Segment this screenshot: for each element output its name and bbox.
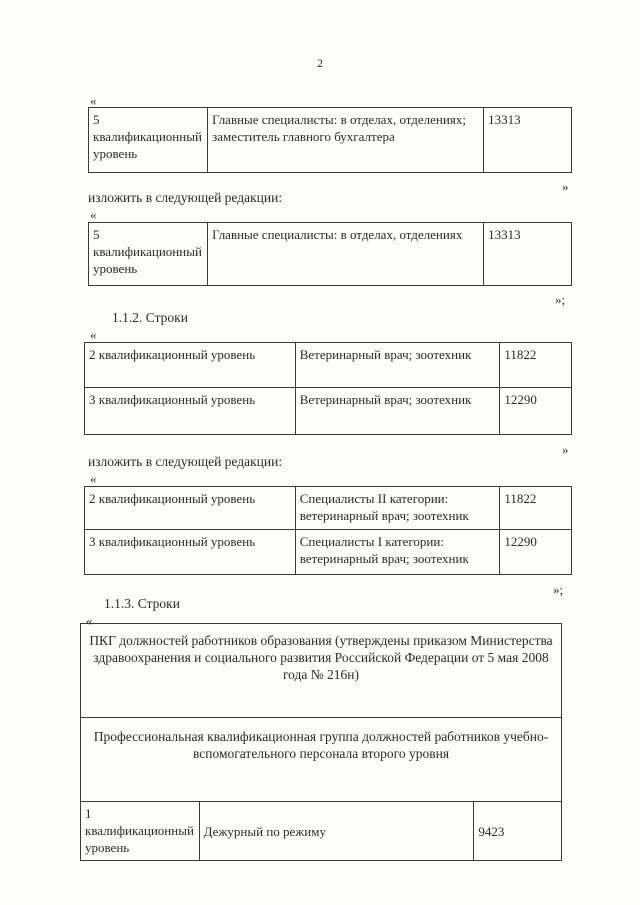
salary-cell: 12290 (500, 530, 572, 575)
table-1-1-2-before (84, 342, 572, 435)
open-quote: « (90, 327, 97, 342)
level-cell: 3 квалификационный уровень (85, 388, 296, 435)
table-1-1-3 (80, 623, 562, 861)
salary-cell: 11822 (500, 343, 572, 388)
level-cell: 1 квалификационный уровень (81, 802, 200, 861)
positions-cell: Главные специалисты: в отделах, отделениях; заместитель главного бухгалтера (208, 108, 484, 173)
positions-cell: Ветеринарный врач; зоотехник (295, 343, 500, 388)
close-quote-semicolon: »; (553, 582, 564, 597)
group-title-cell: Профессиональная квалификационная группа должностей работников учебно-вспомогательного персонала второго уровня (81, 718, 562, 802)
table-row (89, 108, 572, 173)
table-row (85, 530, 572, 575)
table-row (81, 718, 562, 802)
positions-cell: Главные специалисты: в отделах, отделениях (208, 223, 484, 286)
table-row (85, 487, 572, 530)
close-quote: » (562, 442, 569, 457)
level-cell: 5 квалификационный уровень (89, 223, 208, 286)
level-cell: 2 квалификационный уровень (85, 487, 296, 530)
positions-cell: Ветеринарный врач; зоотехник (295, 388, 500, 435)
salary-cell: 13313 (484, 108, 572, 173)
positions-cell: Специалисты I категории: ветеринарный врач; зоотехник (295, 530, 500, 575)
edit-phrase: изложить в следующей редакции: (88, 190, 283, 205)
level-cell: 3 квалификационный уровень (85, 530, 296, 575)
open-quote: « (90, 471, 97, 486)
positions-cell: Дежурный по режиму (199, 802, 474, 861)
table-row (81, 624, 562, 718)
salary-cell: 9423 (474, 802, 562, 861)
salary-cell: 11822 (500, 487, 572, 530)
close-quote-semicolon: »; (555, 292, 566, 307)
table-row (85, 343, 572, 388)
table-1-1-2-after (84, 486, 572, 575)
salary-cell: 12290 (500, 388, 572, 435)
open-quote: « (90, 93, 97, 108)
table-row (81, 802, 562, 861)
open-quote: « (90, 207, 97, 222)
section-heading-1-1-2: 1.1.2. Строки (112, 310, 188, 325)
level-cell: 5 квалификационный уровень (89, 108, 208, 173)
table-row (89, 223, 572, 286)
close-quote: » (562, 179, 569, 194)
salary-cell: 13313 (484, 223, 572, 286)
table-5-level-before (88, 107, 572, 173)
level-cell: 2 квалификационный уровень (85, 343, 296, 388)
section-heading-1-1-3: 1.1.3. Строки (104, 596, 180, 611)
edit-phrase: изложить в следующей редакции: (88, 454, 283, 469)
pkg-title-cell: ПКГ должностей работников образования (утверждены приказом Министерства здравоохранения и социального развития Российской Федерации от 5 мая 2008 года № 216н) (81, 624, 562, 718)
page-number: 2 (317, 56, 323, 70)
table-5-level-after (88, 222, 572, 286)
table-row (85, 388, 572, 435)
positions-cell: Специалисты II категории: ветеринарный врач; зоотехник (295, 487, 500, 530)
open-quote: « (86, 613, 93, 628)
